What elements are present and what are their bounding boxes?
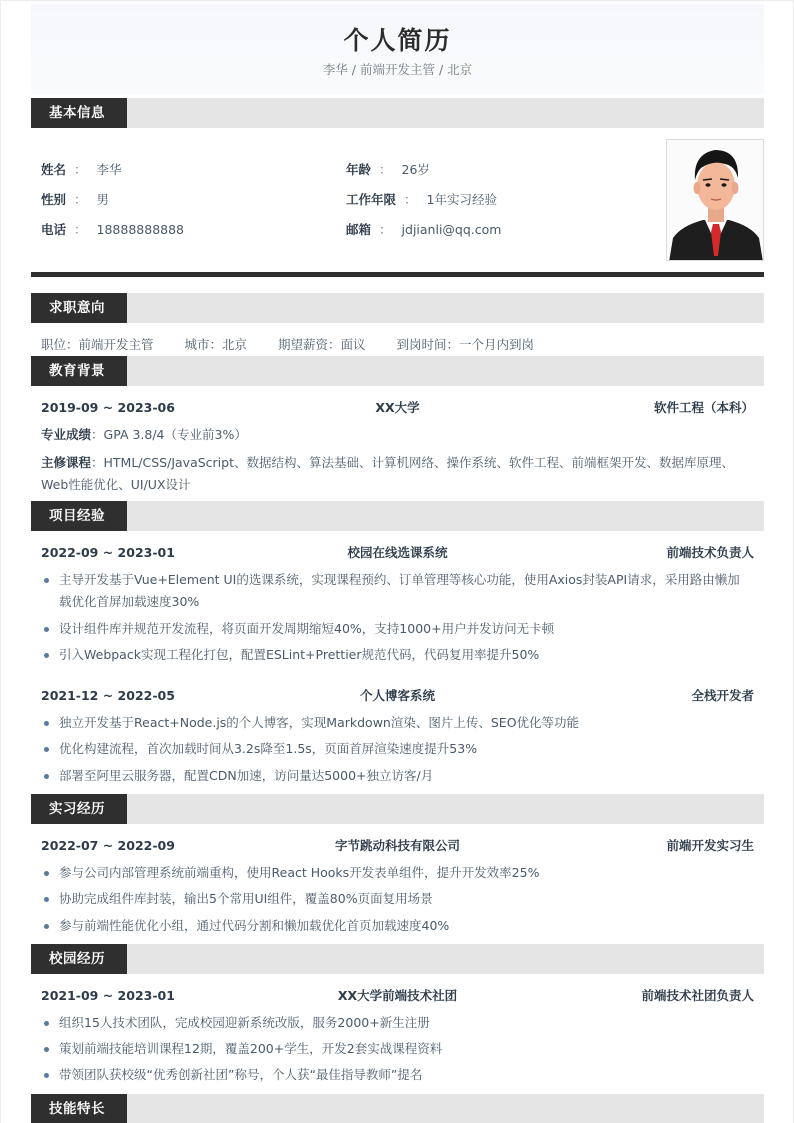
intent-city: 城市：北京 bbox=[184, 337, 248, 352]
bullet-icon bbox=[44, 747, 49, 752]
bullet-icon bbox=[44, 1073, 49, 1078]
list-item-text: 独立开发基于React+Node.js的个人博客，实现Markdown渲染、图片上传、SEO优化等功能 bbox=[59, 715, 580, 730]
bullet-icon bbox=[44, 578, 49, 583]
list-item-text: 引入Webpack实现工程化打包，配置ESLint+Prettier规范代码，代码复用率提升50% bbox=[59, 647, 540, 662]
list-item bbox=[41, 862, 754, 884]
campus-date: 2021-09 ~ 2023-01 bbox=[41, 988, 175, 1003]
internship-company: 字节跳动科技有限公司 bbox=[334, 838, 460, 853]
divider bbox=[31, 272, 764, 277]
info-name-value: 李华 bbox=[96, 162, 122, 177]
intent-arrival: 到岗时间：一个月内到岗 bbox=[396, 337, 535, 352]
list-item bbox=[41, 738, 754, 760]
project-name: 校园在线选课系统 bbox=[347, 545, 448, 560]
education-school: XX大学 bbox=[375, 400, 420, 415]
list-item-text: 协助完成组件库封装，输出5个常用UI组件，覆盖80%页面复用场景 bbox=[59, 891, 433, 906]
section-header-campus bbox=[31, 944, 764, 974]
colon: ： bbox=[74, 162, 87, 177]
person-portrait-icon bbox=[667, 140, 764, 261]
section-title-campus: 校园经历 bbox=[31, 944, 127, 974]
colon: ： bbox=[404, 192, 417, 207]
avatar-photo bbox=[666, 139, 764, 261]
education-entry-head bbox=[41, 397, 754, 419]
info-gender bbox=[41, 188, 109, 212]
section-header-projects bbox=[31, 501, 764, 531]
info-phone bbox=[41, 218, 184, 242]
education-courses bbox=[41, 452, 754, 474]
bullet-icon bbox=[44, 871, 49, 876]
list-item-cont bbox=[41, 591, 754, 613]
resume-header bbox=[31, 4, 764, 94]
education-major: 软件工程（本科） bbox=[653, 400, 754, 415]
list-item-text: 优化构建流程，首次加载时间从3.2s降至1.5s，页面首屏渲染速度提升53% bbox=[59, 741, 478, 756]
gpa-value: ：GPA 3.8/4（专业前3%） bbox=[91, 427, 247, 442]
list-item bbox=[41, 1012, 754, 1034]
list-item-text: 参与公司内部管理系统前端重构，使用React Hooks开发表单组件，提升开发效率25% bbox=[59, 865, 540, 880]
list-item bbox=[41, 1038, 754, 1060]
colon: ： bbox=[379, 162, 392, 177]
section-header-intent bbox=[31, 293, 764, 323]
info-age-value: 26岁 bbox=[401, 162, 430, 177]
info-years-value: 1年实习经验 bbox=[426, 192, 497, 207]
info-years bbox=[346, 188, 497, 212]
bullet-icon bbox=[44, 721, 49, 726]
bullet-icon bbox=[44, 897, 49, 902]
section-header-skills bbox=[31, 1094, 764, 1123]
campus-org: XX大学前端技术社团 bbox=[337, 988, 458, 1003]
info-email bbox=[346, 218, 501, 242]
section-header-basic bbox=[31, 98, 764, 128]
project-name: 个人博客系统 bbox=[359, 688, 435, 703]
bullet-icon bbox=[44, 627, 49, 632]
project-date: 2021-12 ~ 2022-05 bbox=[41, 688, 175, 703]
info-email-label: 邮箱 bbox=[346, 222, 372, 237]
list-item-text: 策划前端技能培训课程12期，覆盖200+学生，开发2套实战课程资料 bbox=[59, 1041, 443, 1056]
project-role: 全栈开发者 bbox=[691, 688, 754, 703]
resume-subtitle: 李华 / 前端开发主管 / 北京 bbox=[322, 62, 473, 77]
info-years-label: 工作年限 bbox=[346, 192, 397, 207]
list-item bbox=[41, 765, 754, 787]
internship-entry-head bbox=[41, 835, 754, 857]
education-gpa bbox=[41, 424, 754, 446]
bullet-icon bbox=[44, 1021, 49, 1026]
section-title-education: 教育背景 bbox=[31, 356, 127, 386]
list-item bbox=[41, 569, 754, 591]
list-item-text: 部署至阿里云服务器，配置CDN加速，访问量达5000+独立访客/月 bbox=[59, 768, 434, 783]
project-entry-head bbox=[41, 685, 754, 707]
intent-position: 职位：前端开发主管 bbox=[41, 337, 154, 352]
courses-label: 主修课程 bbox=[41, 455, 92, 470]
list-item bbox=[41, 1064, 754, 1086]
info-age bbox=[346, 158, 430, 182]
info-gender-value: 男 bbox=[96, 192, 110, 207]
list-item-text: 载优化首屏加载速度30% bbox=[59, 594, 200, 609]
info-email-value: jdjianli@qq.com bbox=[401, 222, 502, 237]
intent-salary: 期望薪资：面议 bbox=[278, 337, 366, 352]
info-phone-value: 18888888888 bbox=[96, 222, 185, 237]
info-name bbox=[41, 158, 122, 182]
education-date: 2019-09 ~ 2023-06 bbox=[41, 400, 175, 415]
bullet-icon bbox=[44, 653, 49, 658]
campus-role: 前端技术社团负责人 bbox=[641, 988, 754, 1003]
section-title-internship: 实习经历 bbox=[31, 794, 127, 824]
list-item bbox=[41, 888, 754, 910]
internship-date: 2022-07 ~ 2022-09 bbox=[41, 838, 175, 853]
info-age-label: 年龄 bbox=[346, 162, 372, 177]
bullet-icon bbox=[44, 774, 49, 779]
job-intent-row bbox=[41, 335, 561, 355]
list-item bbox=[41, 915, 754, 937]
education-courses-cont: Web性能优化、UI/UX设计 bbox=[41, 477, 191, 492]
list-item bbox=[41, 712, 754, 734]
list-item bbox=[41, 644, 754, 666]
list-item-text: 主导开发基于Vue+Element UI的选课系统，实现课程预约、订单管理等核心功能，使用Axios封装API请求，采用路由懒加 bbox=[59, 572, 740, 587]
bullet-icon bbox=[44, 1047, 49, 1052]
colon: ： bbox=[379, 222, 392, 237]
gpa-label: 专业成绩 bbox=[41, 427, 92, 442]
colon: ： bbox=[74, 222, 87, 237]
section-title-basic: 基本信息 bbox=[31, 98, 127, 128]
project-role: 前端技术负责人 bbox=[666, 545, 754, 560]
section-header-internship bbox=[31, 794, 764, 824]
list-item bbox=[41, 618, 754, 640]
list-item-text: 组织15人技术团队，完成校园迎新系统改版，服务2000+新生注册 bbox=[59, 1015, 430, 1030]
bullet-icon bbox=[44, 924, 49, 929]
courses-value-1: ：HTML/CSS/JavaScript、数据结构、算法基础、计算机网络、操作系统、软件工程、前端框架开发、数据库原理、 bbox=[91, 455, 734, 470]
info-phone-label: 电话 bbox=[41, 222, 67, 237]
section-header-education bbox=[31, 356, 764, 386]
campus-entry-head bbox=[41, 985, 754, 1007]
list-item-text: 设计组件库并规范开发流程，将页面开发周期缩短40%，支持1000+用户并发访问无卡顿 bbox=[59, 621, 555, 636]
project-entry-head bbox=[41, 542, 754, 564]
internship-role: 前端开发实习生 bbox=[666, 838, 754, 853]
info-name-label: 姓名 bbox=[41, 162, 67, 177]
project-date: 2022-09 ~ 2023-01 bbox=[41, 545, 175, 560]
list-item-text: 带领团队获校级“优秀创新社团”称号，个人获“最佳指导教师”提名 bbox=[59, 1067, 423, 1082]
section-title-intent: 求职意向 bbox=[31, 293, 127, 323]
resume-title: 个人简历 bbox=[343, 26, 452, 55]
info-gender-label: 性别 bbox=[41, 192, 67, 207]
list-item-text: 参与前端性能优化小组，通过代码分割和懒加载优化首页加载速度40% bbox=[59, 918, 450, 933]
section-title-projects: 项目经验 bbox=[31, 501, 127, 531]
section-title-skills: 技能特长 bbox=[31, 1094, 127, 1123]
colon: ： bbox=[74, 192, 87, 207]
